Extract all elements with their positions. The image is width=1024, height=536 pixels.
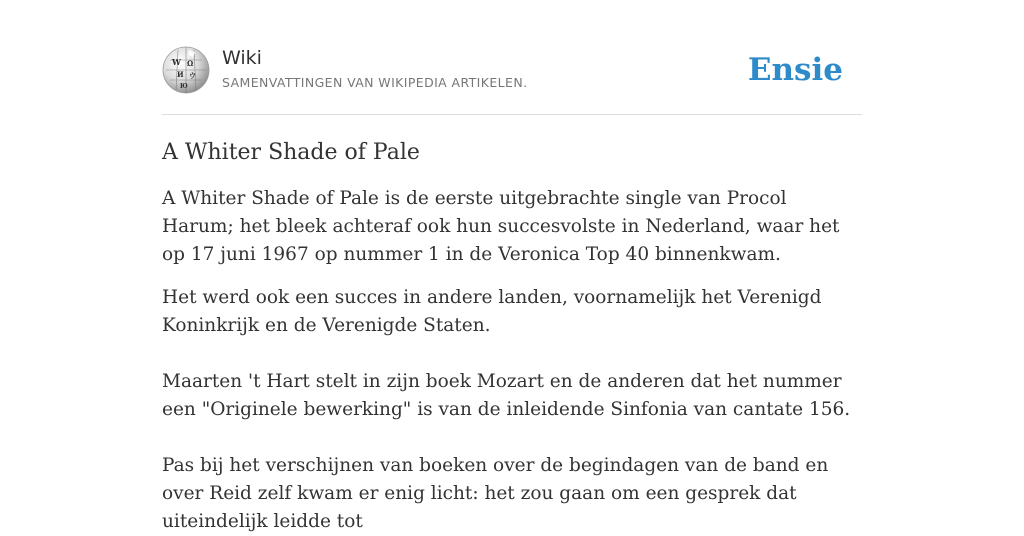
svg-text:W: W bbox=[172, 57, 181, 67]
article-paragraph: A Whiter Shade of Pale is de eerste uitgebrachte single van Procol Harum; het bleek achteraf ook hun succesvolste in Nederland, waar het op 17 juni 1967 op nummer 1 in de Veronica Top 40 binnenkwam. bbox=[162, 188, 840, 265]
site-tagline: SAMENVATTINGEN VAN WIKIPEDIA ARTIKELEN. bbox=[222, 75, 528, 90]
ensie-brand-logo[interactable]: Ensie bbox=[747, 52, 843, 88]
svg-text:Ю: Ю bbox=[180, 83, 188, 90]
site-header bbox=[162, 44, 862, 115]
article bbox=[162, 136, 862, 536]
svg-text:Ω: Ω bbox=[187, 59, 194, 68]
svg-text:И: И bbox=[177, 70, 184, 79]
wikipedia-globe-icon[interactable] bbox=[162, 46, 210, 94]
article-paragraph: Het werd ook een succes in andere landen, voornamelijk het Verenigd Koninkrijk en de Verenigde Staten. Maarten 't Hart stelt in zijn boek Mozart en de anderen dat het nummer een "Originele bewerking" is van de inleidende Sinfonia van cantate 156. Pas bij het verschijnen van boeken over de begindagen van de band en over Reid zelf kwam er enig licht: het zou gaan om een gesprek dat uiteindelijk leidde tot bbox=[162, 287, 851, 532]
svg-text:ウ: ウ bbox=[189, 71, 196, 80]
page-title: A Whiter Shade of Pale bbox=[162, 140, 420, 165]
site-name[interactable]: Wiki bbox=[222, 47, 262, 69]
